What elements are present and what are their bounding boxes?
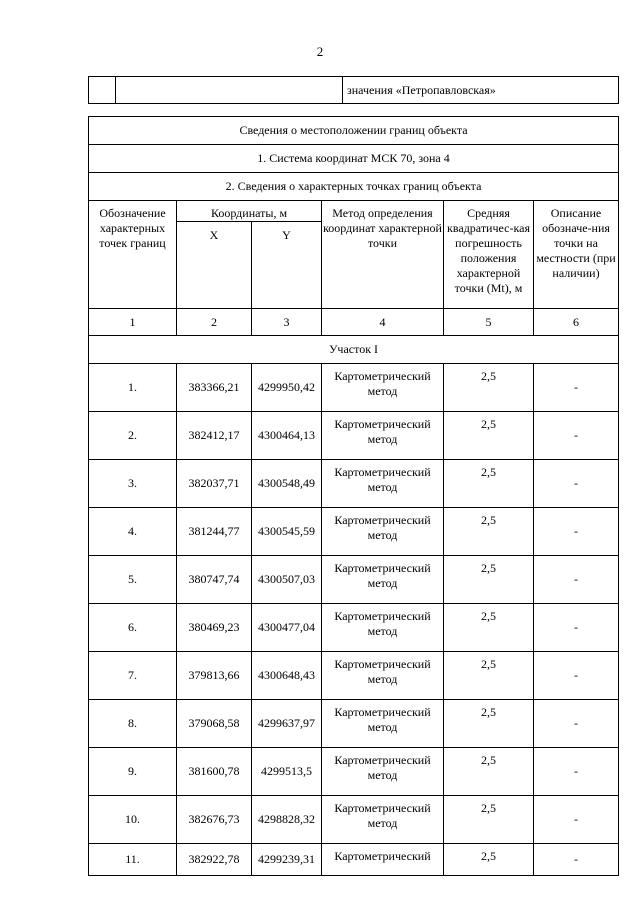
header-error: Средняя квадратичес-кая погрешность положения характерной точки (Mt), м bbox=[444, 201, 534, 309]
column-number: 4 bbox=[322, 309, 444, 336]
coord-y: 4299239,31 bbox=[252, 844, 322, 876]
description: - bbox=[534, 700, 619, 748]
coord-x: 379068,58 bbox=[177, 700, 252, 748]
method: Картометрический метод bbox=[322, 652, 444, 700]
section-coord-system: 1. Система координат МСК 70, зона 4 bbox=[89, 145, 619, 173]
point-number: 4. bbox=[89, 508, 177, 556]
coord-y: 4299637,97 bbox=[252, 700, 322, 748]
coord-y: 4299513,5 bbox=[252, 748, 322, 796]
section-points-title: 2. Сведения о характерных точках границ объекта bbox=[89, 173, 619, 201]
error-value: 2,5 bbox=[444, 460, 534, 508]
point-number: 1. bbox=[89, 364, 177, 412]
coord-x: 382037,71 bbox=[177, 460, 252, 508]
point-number: 8. bbox=[89, 700, 177, 748]
column-number: 6 bbox=[534, 309, 619, 336]
error-value: 2,5 bbox=[444, 844, 534, 876]
coord-x: 380747,74 bbox=[177, 556, 252, 604]
description: - bbox=[534, 412, 619, 460]
coord-x: 381244,77 bbox=[177, 508, 252, 556]
description: - bbox=[534, 748, 619, 796]
header-description: Описание обозначе-ния точки на местности (при наличии) bbox=[534, 201, 619, 309]
method: Картометрический метод bbox=[322, 748, 444, 796]
column-number: 2 bbox=[177, 309, 252, 336]
column-numbers-row bbox=[89, 309, 619, 336]
point-number: 3. bbox=[89, 460, 177, 508]
section-info-title: Сведения о местоположении границ объекта bbox=[89, 117, 619, 145]
method: Картометрический метод bbox=[322, 412, 444, 460]
method: Картометрический метод bbox=[322, 556, 444, 604]
header-x: X bbox=[177, 222, 252, 309]
header-y: Y bbox=[252, 222, 322, 309]
error-value: 2,5 bbox=[444, 700, 534, 748]
coord-x: 380469,23 bbox=[177, 604, 252, 652]
coord-x: 382922,78 bbox=[177, 844, 252, 876]
point-number: 2. bbox=[89, 412, 177, 460]
method: Картометрический метод bbox=[322, 508, 444, 556]
column-number: 1 bbox=[89, 309, 177, 336]
method: Картометрический bbox=[322, 844, 444, 876]
description: - bbox=[534, 796, 619, 844]
description: - bbox=[534, 844, 619, 876]
page-number: 2 bbox=[316, 44, 324, 59]
point-number: 10. bbox=[89, 796, 177, 844]
column-number: 5 bbox=[444, 309, 534, 336]
parcel-label: Участок I bbox=[89, 336, 619, 364]
boundary-points-table bbox=[88, 116, 619, 876]
error-value: 2,5 bbox=[444, 652, 534, 700]
description: - bbox=[534, 364, 619, 412]
error-value: 2,5 bbox=[444, 604, 534, 652]
error-value: 2,5 bbox=[444, 508, 534, 556]
continuation-text: значения «Петропавловская» bbox=[343, 77, 619, 104]
continuation-cell-empty-2 bbox=[116, 77, 343, 104]
coord-y: 4300464,13 bbox=[252, 412, 322, 460]
description: - bbox=[534, 556, 619, 604]
error-value: 2,5 bbox=[444, 364, 534, 412]
coord-x: 382676,73 bbox=[177, 796, 252, 844]
method: Картометрический метод bbox=[322, 700, 444, 748]
error-value: 2,5 bbox=[444, 412, 534, 460]
coord-y: 4300548,49 bbox=[252, 460, 322, 508]
coord-y: 4300507,03 bbox=[252, 556, 322, 604]
point-number: 5. bbox=[89, 556, 177, 604]
description: - bbox=[534, 604, 619, 652]
method: Картометрический метод bbox=[322, 364, 444, 412]
coord-y: 4300545,59 bbox=[252, 508, 322, 556]
column-number: 3 bbox=[252, 309, 322, 336]
point-number: 6. bbox=[89, 604, 177, 652]
error-value: 2,5 bbox=[444, 748, 534, 796]
continuation-row bbox=[89, 77, 619, 104]
error-value: 2,5 bbox=[444, 796, 534, 844]
method: Картометрический метод bbox=[322, 796, 444, 844]
method: Картометрический метод bbox=[322, 604, 444, 652]
coord-y: 4300477,04 bbox=[252, 604, 322, 652]
method: Картометрический метод bbox=[322, 460, 444, 508]
header-method: Метод определения координат характерной точки bbox=[322, 201, 444, 309]
continuation-cell-empty-1 bbox=[89, 77, 116, 104]
coord-y: 4300648,43 bbox=[252, 652, 322, 700]
description: - bbox=[534, 652, 619, 700]
continuation-table bbox=[88, 76, 619, 104]
header-designation: Обозначение характерных точек границ bbox=[89, 201, 177, 309]
coord-x: 381600,78 bbox=[177, 748, 252, 796]
header-coordinates: Координаты, м bbox=[177, 201, 322, 222]
coord-x: 379813,66 bbox=[177, 652, 252, 700]
coord-x: 383366,21 bbox=[177, 364, 252, 412]
description: - bbox=[534, 508, 619, 556]
point-number: 11. bbox=[89, 844, 177, 876]
description: - bbox=[534, 460, 619, 508]
point-number: 7. bbox=[89, 652, 177, 700]
coord-y: 4299950,42 bbox=[252, 364, 322, 412]
error-value: 2,5 bbox=[444, 556, 534, 604]
coord-x: 382412,17 bbox=[177, 412, 252, 460]
coord-y: 4298828,32 bbox=[252, 796, 322, 844]
point-number: 9. bbox=[89, 748, 177, 796]
